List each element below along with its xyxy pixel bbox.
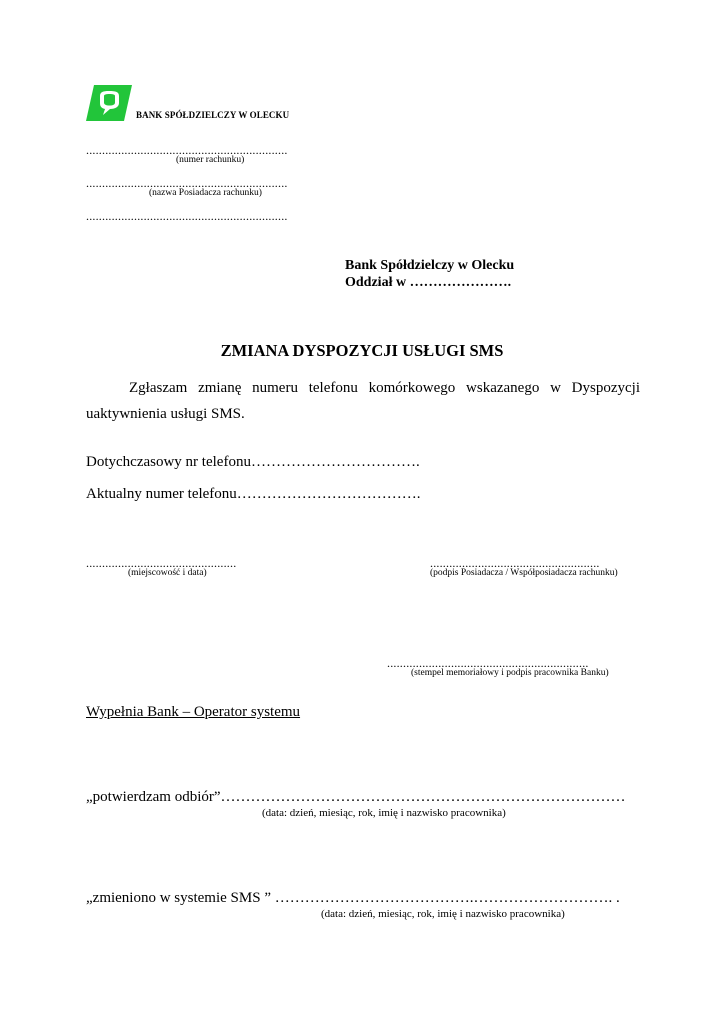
previous-phone-field: Dotychczasowy nr telefonu……………………………. xyxy=(86,454,420,470)
bank-logo-icon xyxy=(86,85,132,121)
account-number-caption: (numer rachunku) xyxy=(176,155,245,165)
extra-field: ............................................................... xyxy=(86,209,288,223)
system-change-caption: (data: dzień, miesiąc, rok, imię i nazwisko pracownika) xyxy=(321,908,565,920)
page-title: ZMIANA DYSPOZYCJI USŁUGI SMS xyxy=(220,341,504,360)
current-phone-field: Aktualny numer telefonu………………………………. xyxy=(86,486,421,502)
addressee-branch: Oddział w …………………. xyxy=(345,275,512,290)
receipt-confirmation-field: „potwierdzam odbiór”……………………………………………………………………… xyxy=(86,789,626,805)
holder-signature-caption: (podpis Posiadacza / Współposiadacza rachunku) xyxy=(430,568,618,578)
request-paragraph: Zgłaszam zmianę numeru telefonu komórkowego wskazanego w Dyspozycji uaktywnienia usługi SMS. xyxy=(86,380,640,422)
holder-signature-field: ..................................................... xyxy=(430,556,600,570)
addressee-bank: Bank Spółdzielczy w Olecku xyxy=(345,258,515,273)
bank-stamp-caption: (stempel memoriałowy i podpis pracownika Banku) xyxy=(411,668,609,678)
account-holder-caption: (nazwa Posiadacza rachunku) xyxy=(149,188,262,198)
account-holder-field: ............................................................... xyxy=(86,176,288,190)
bank-stamp-field: ............................................................... xyxy=(387,656,589,670)
system-change-field: „zmieniono w systemie SMS ” ………………………………….………………………. . xyxy=(86,890,620,906)
place-date-caption: (miejscowość i data) xyxy=(128,568,207,578)
bank-name: BANK SPÓŁDZIELCZY W OLECKU xyxy=(136,110,290,120)
account-number-field: ............................................................... xyxy=(86,143,288,157)
place-date-field: ............................................... xyxy=(86,556,237,570)
receipt-confirmation-caption: (data: dzień, miesiąc, rok, imię i nazwisko pracownika) xyxy=(262,807,506,819)
bank-section-heading: Wypełnia Bank – Operator systemu xyxy=(86,704,301,720)
